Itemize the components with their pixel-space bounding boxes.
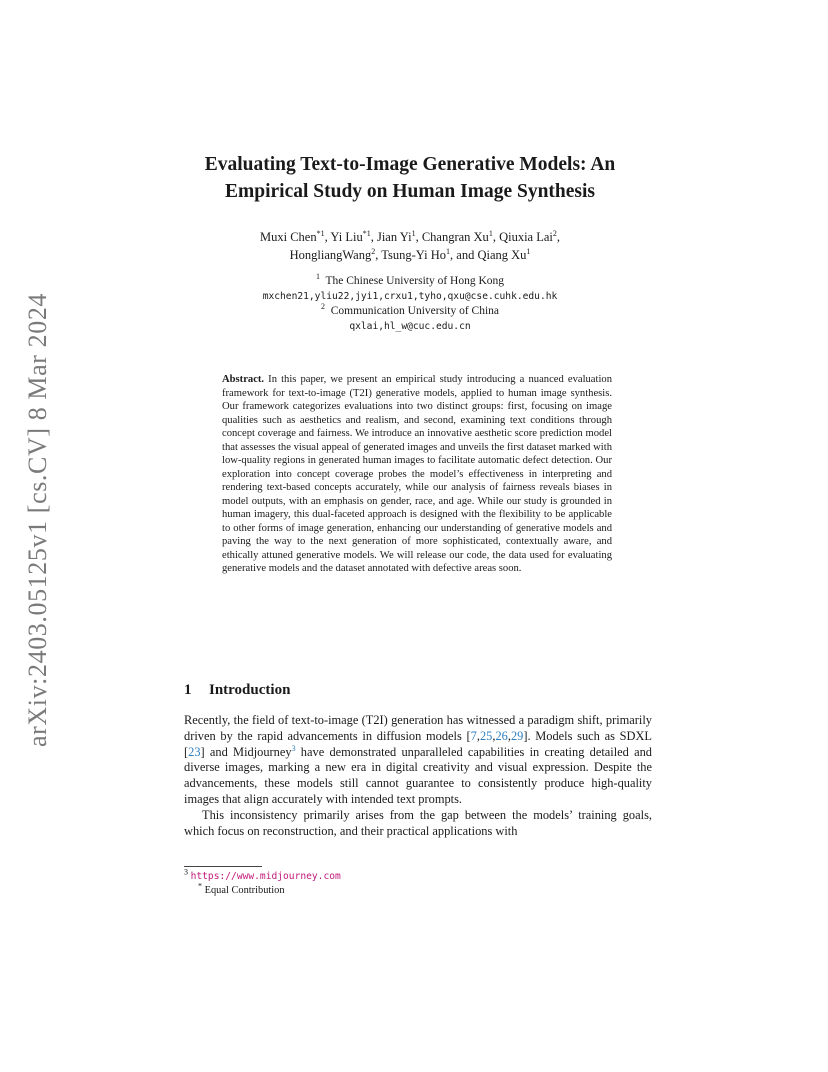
author-name: , Qiuxia Lai: [492, 230, 553, 244]
title-line-2: Empirical Study on Human Image Synthesis: [224, 181, 596, 202]
author-name: HongliangWang: [289, 248, 372, 262]
footnote-mark: 3: [184, 867, 188, 877]
footnote-equal-contribution: [184, 881, 644, 898]
footnote-text: Equal Contribution: [204, 885, 285, 896]
citation-link[interactable]: 7: [470, 728, 477, 743]
author-affil-mark: 1: [446, 246, 451, 256]
footnote-3: [184, 867, 644, 884]
footnote-url-link[interactable]: https://www.midjourney.com: [190, 871, 341, 882]
text-run: Recently, the field of text-to-image (T2I) generation has witnessed a paradigm shift, primarily driven by the rapid advancements in diffusion models [: [184, 713, 652, 743]
introduction-body: [184, 713, 652, 839]
author-line-1: [190, 228, 630, 246]
author-name: , Jian Yi: [370, 230, 412, 244]
text-run: ]. Models such as SDXL [: [184, 728, 652, 759]
citation-link[interactable]: 23: [188, 744, 201, 759]
abstract: [222, 373, 612, 576]
title-line-1: Evaluating Text-to-Image Generative Models: An: [204, 154, 616, 175]
author-affil-mark: 1: [411, 228, 416, 238]
affiliation-2: [200, 304, 620, 319]
paragraph: This inconsistency primarily arises from the gap between the models’ training goals, which focus on reconstruction, and their practical applications with: [184, 807, 652, 838]
author-name: , Yi Liu: [324, 230, 363, 244]
abstract-label: Abstract.: [222, 374, 265, 385]
abstract-text: In this paper, we present an empirical study introducing a nuanced evaluation framework for text-to-image (T2I) generative models, applied to human image synthesis. Our framework categorizes evaluations into two distinct groups: first, focusing on image qualities such as aesthetics and realism, and second, examining text conditions through concept coverage and fairness. We introduce an innovative aesthetic score prediction model that assesses the visual appeal of generated images and unveils the first dataset marked with low-quality regions in generated human images to facilitate automatic defect detection. Our exploration into concept coverage probes the model’s effectiveness in interpreting and rendering text-based concepts accurately, while our analysis of fairness reveals biases in model outputs, with an emphasis on gender, race, and age. While our study is grounded in human imagery, this dual-faceted approach is designed with the flexibility to be applicable to other forms of image generation, enhancing our understanding of generative models and paving the way to the next generation of more sophisticated, contextually aware, and ethically attuned generative models. We will release our code, the data used for evaluating generative models and the dataset annotated with defective areas soon.: [222, 374, 612, 574]
author-name: , Tsung-Yi Ho: [375, 248, 447, 262]
text-run: ,: [492, 728, 496, 743]
section-number: 1: [184, 682, 192, 698]
affiliation-mark: 2: [320, 302, 325, 312]
text-run: ,: [507, 728, 511, 743]
footnote-divider: [184, 866, 262, 867]
affiliation-name: The Chinese University of Hong Kong: [325, 275, 505, 287]
author-affil-mark: 1: [488, 228, 493, 238]
affiliation-2-email: qxlai,hl_w@cuc.edu.cn: [349, 321, 471, 332]
author-affil-mark: *1: [362, 228, 371, 238]
affiliation-1-email: mxchen21,yliu22,jyi1,crxu1,tyho,qxu@cse.cuhk.edu.hk: [262, 291, 558, 302]
footnote-link[interactable]: 3: [291, 743, 296, 753]
section-heading: [184, 682, 290, 699]
arxiv-identifier-stamp: arXiv:2403.05125v1 [cs.CV] 8 Mar 2024: [23, 292, 52, 748]
footnotes: [184, 867, 644, 898]
affiliation-name: Communication University of China: [330, 305, 500, 317]
affiliation-1: [200, 274, 620, 289]
affiliation-mark: 1: [315, 272, 320, 282]
citation-link[interactable]: 25: [479, 728, 493, 743]
text-run: ] and Midjourney: [200, 744, 292, 759]
author-affil-mark: *1: [316, 228, 325, 238]
text-run: ,: [476, 728, 480, 743]
author-line-2: [190, 246, 630, 264]
paragraph: [184, 713, 652, 808]
section-title: Introduction: [209, 682, 291, 698]
author-name: Muxi Chen: [260, 230, 317, 244]
footnote-mark: *: [198, 881, 202, 891]
author-name: , and Qiang Xu: [450, 248, 527, 262]
paper-title: [150, 151, 670, 205]
author-name: , Changran Xu: [415, 230, 489, 244]
author-affil-mark: 2: [371, 246, 376, 256]
citation-link[interactable]: 26: [495, 728, 508, 743]
author-separator: ,: [556, 230, 560, 244]
author-affil-mark: 2: [552, 228, 557, 238]
citation-link[interactable]: 29: [510, 728, 524, 743]
author-affil-mark: 1: [526, 246, 531, 256]
text-run: have demonstrated unparalleled capabilities in creating detailed and diverse images, marking a new era in digital creativity and visual expression. Despite the advancements, these models still cannot guarantee to consistently produce high-quality images that align accurately with intended text prompts.: [184, 744, 652, 806]
affiliations: [200, 274, 620, 334]
author-list: [190, 228, 630, 264]
